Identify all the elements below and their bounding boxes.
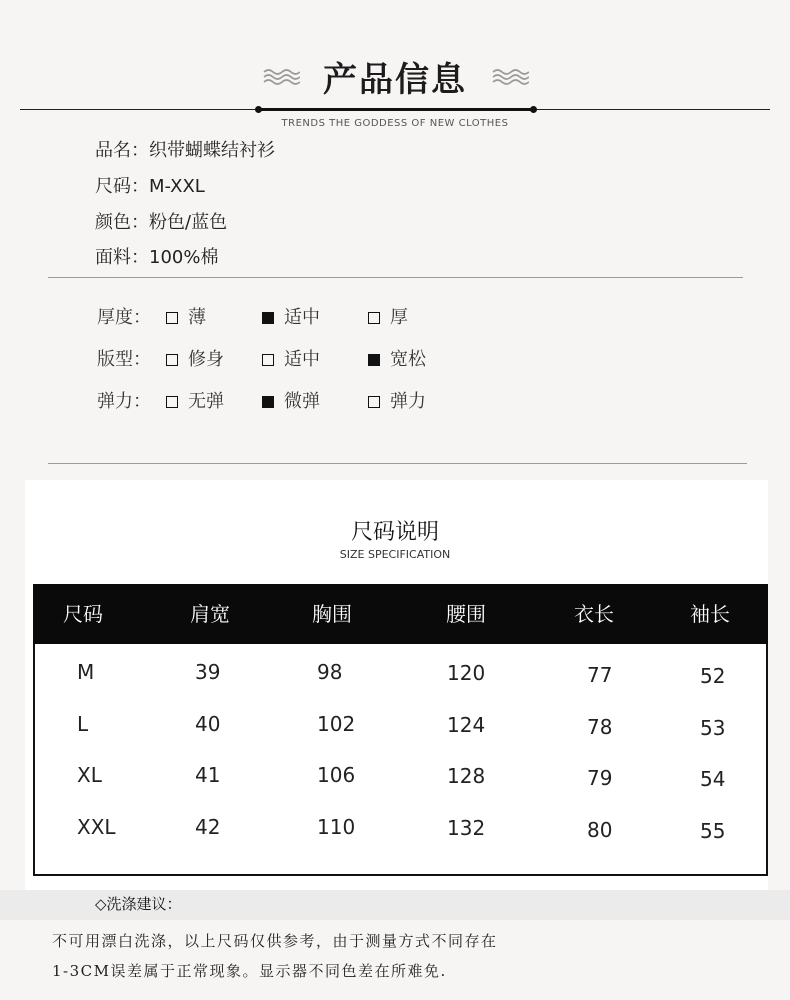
section-divider — [48, 463, 747, 464]
page-title: 产品信息 — [323, 60, 467, 100]
table-cell: 132 — [447, 816, 486, 840]
info-row-name — [95, 139, 275, 163]
table-cell: 102 — [317, 712, 356, 736]
wash-note-line-1: 不可用漂白洗涤，以上尺码仅供参考，由于测量方式不同存在 — [52, 932, 498, 950]
info-label: 品名： — [95, 140, 149, 161]
header-cell-waist: 腰围 — [446, 602, 486, 626]
size-section-title: 尺码说明 — [350, 520, 439, 545]
checkbox-medium — [262, 312, 274, 324]
info-value: 粉色/蓝色 — [149, 212, 228, 233]
wash-advice-title: ◇洗涤建议： — [95, 895, 182, 913]
option-text: 厚 — [390, 307, 408, 328]
header-cell-shoulder: 肩宽 — [190, 602, 230, 626]
info-row-color — [95, 211, 227, 235]
table-cell: 77 — [587, 663, 613, 687]
table-cell: L — [77, 712, 89, 736]
table-cell: 128 — [447, 764, 486, 788]
wave-ornament-right-icon — [491, 66, 529, 88]
table-cell: 79 — [587, 766, 613, 790]
info-row-fabric — [95, 246, 218, 270]
table-cell: 78 — [587, 715, 613, 739]
table-cell: XXL — [77, 815, 116, 839]
option-text: 薄 — [188, 307, 206, 328]
table-cell: 54 — [700, 767, 726, 791]
header-cell-chest: 胸围 — [312, 602, 352, 626]
checkbox-thick — [368, 312, 380, 324]
table-cell: XL — [77, 763, 102, 787]
checkbox-slim — [166, 354, 178, 366]
header-rule-accent — [258, 108, 534, 111]
header-cell-sleeve: 袖长 — [690, 602, 730, 626]
option-text: 适中 — [284, 307, 320, 328]
wash-note-line-2: 1-3CM误差属于正常现象。显示器不同色差在所难免. — [52, 962, 447, 980]
table-cell: 42 — [195, 815, 221, 839]
option-text: 弹力 — [390, 391, 426, 412]
info-label: 面料： — [95, 247, 149, 268]
table-cell: 80 — [587, 818, 613, 842]
rule-dot-left-icon — [255, 106, 262, 113]
table-cell: 120 — [447, 661, 486, 685]
option-text: 修身 — [188, 349, 224, 370]
table-cell: 39 — [195, 660, 221, 684]
checkbox-stretch — [368, 396, 380, 408]
option-label-fit: 版型： — [97, 349, 151, 370]
table-cell: 52 — [700, 664, 726, 688]
info-label: 颜色： — [95, 212, 149, 233]
table-cell: 98 — [317, 660, 343, 684]
option-text: 宽松 — [390, 349, 426, 370]
table-cell: 106 — [317, 763, 356, 787]
table-cell: 41 — [195, 763, 221, 787]
checkbox-no-stretch — [166, 396, 178, 408]
header-cell-size: 尺码 — [63, 602, 103, 626]
option-label-thickness: 厚度： — [97, 307, 151, 328]
table-cell: 40 — [195, 712, 221, 736]
checkbox-loose — [368, 354, 380, 366]
option-text: 适中 — [284, 349, 320, 370]
checkbox-regular — [262, 354, 274, 366]
size-table-header — [33, 584, 768, 644]
table-cell: 124 — [447, 713, 486, 737]
table-cell: 55 — [700, 819, 726, 843]
rule-dot-right-icon — [530, 106, 537, 113]
info-value: 100%棉 — [149, 247, 219, 268]
table-cell: M — [77, 660, 95, 684]
size-section-subtitle: SIZE SPECIFICATION — [339, 548, 451, 561]
table-cell: 53 — [700, 716, 726, 740]
checkbox-thin — [166, 312, 178, 324]
header-cell-length: 衣长 — [574, 602, 614, 626]
option-text: 微弹 — [284, 391, 320, 412]
info-value: 织带蝴蝶结衬衫 — [149, 140, 275, 161]
page-subtitle: TRENDS THE GODDESS OF NEW CLOTHES — [281, 118, 509, 129]
info-row-size — [95, 175, 205, 199]
checkbox-slight-stretch — [262, 396, 274, 408]
section-divider — [48, 277, 743, 278]
option-label-elasticity: 弹力： — [97, 391, 151, 412]
info-value: M-XXL — [149, 176, 205, 197]
info-label: 尺码： — [95, 176, 149, 197]
table-cell: 110 — [317, 815, 356, 839]
option-text: 无弹 — [188, 391, 224, 412]
